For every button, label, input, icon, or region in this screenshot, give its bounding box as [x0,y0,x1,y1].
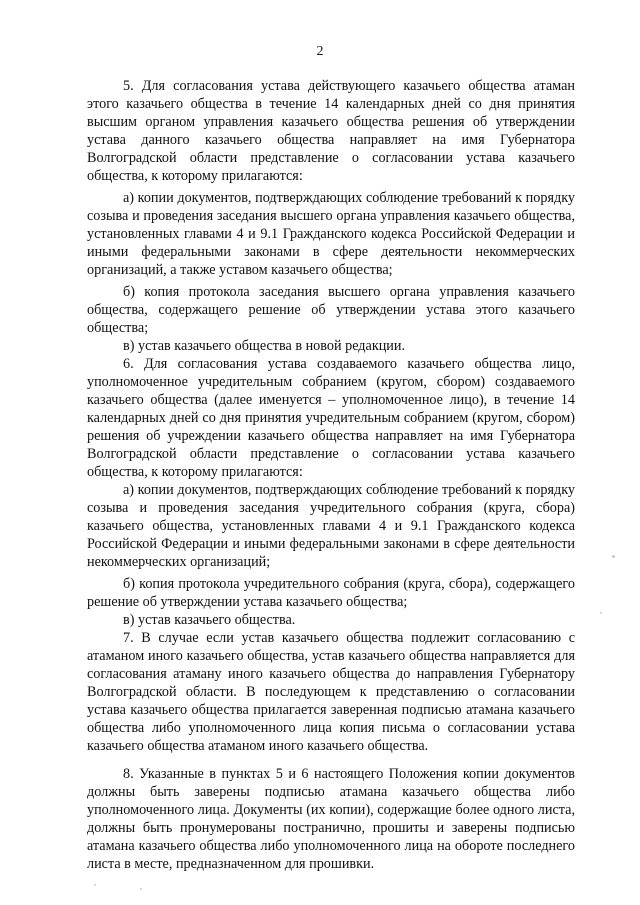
scan-speck [600,612,602,614]
paragraph-6-item-v: в) устав казачьего общества. [123,612,296,628]
paragraph-6-item-b: б) копия протокола учредительного собрания (круга, сбора), содержащего решение об утверждении устава казачьего общества; [87,576,575,610]
paragraph-8: 8. Указанные в пунктах 5 и 6 настоящего Положения копии документов должны быть заверены подписью атамана казачьего общества либо уполномоченного лица. Документы (их копии), содержащие более одного листа, должны быть пронумерованы постранично, прошиты и заверены подписью атамана казачьего общества либо уполномоченного лица на обороте последнего листа в месте, предназначенном для прошивки. [87,766,575,872]
scan-speck [94,884,96,886]
paragraph-6: 6. Для согласования устава создаваемого казачьего общества лицо, уполномоченное учредительным собранием (кругом, сбором) создаваемого казачьего общества (далее именуется – уполномоченное лицо), в течение 14 календарных дней со дня принятия учредительным собранием (кругом, сбором) решения об учреждении казачьего общества направляет на имя Губернатора Волгоградской области представление о согласовании устава казачьего общества, к которому прилагаются: [87,356,575,480]
paragraph-5-item-b: б) копия протокола заседания высшего органа управления казачьего общества, содержащего решение об утверждении устава этого казачьего общества; [87,284,575,336]
paragraph-5: 5. Для согласования устава действующего казачьего общества атаман этого казачьего общества в течение 14 календарных дней со дня принятия высшим органом управления казачьего общества решения об утверждении устава данного казачьего общества направляет на имя Губернатора Волгоградской области представление о согласовании устава казачьего общества, к которому прилагаются: [87,78,575,184]
page-number: 2 [316,44,324,59]
paragraph-5-item-v: в) устав казачьего общества в новой редакции. [123,338,406,354]
paragraph-5-item-a: а) копии документов, подтверждающих соблюдение требований к порядку созыва и проведения заседания высшего органа управления казачьего общества, установленных главами 4 и 9.1 Гражданского кодекса Российской Федерации и иными федеральными законами в сфере деятельности некоммерческих организаций, а также уставом казачьего общества; [87,190,575,278]
scan-speck [140,888,142,890]
paragraph-6-item-a: а) копии документов, подтверждающих соблюдение требований к порядку созыва и проведения заседания учредительного собрания (круга, сбора) казачьего общества, установленных главами 4 и 9.1 Гражданского кодекса Российской Федерации и иными федеральными законами в сфере деятельности некоммерческих организаций; [87,482,575,570]
scan-speck [612,555,615,558]
document-body [87,77,575,873]
paragraph-7: 7. В случае если устав казачьего общества подлежит согласованию с атаманом иного казачьего общества, устав казачьего общества направляется для согласования атаману иного казачьего общества до направления Губернатору Волгоградской области. В последующем к представлению о согласовании устава казачьего общества прилагается заверенная подписью атамана казачьего общества либо уполномоченного лица копия письма о согласовании устава казачьего общества атаманом иного казачьего общества. [87,630,575,754]
